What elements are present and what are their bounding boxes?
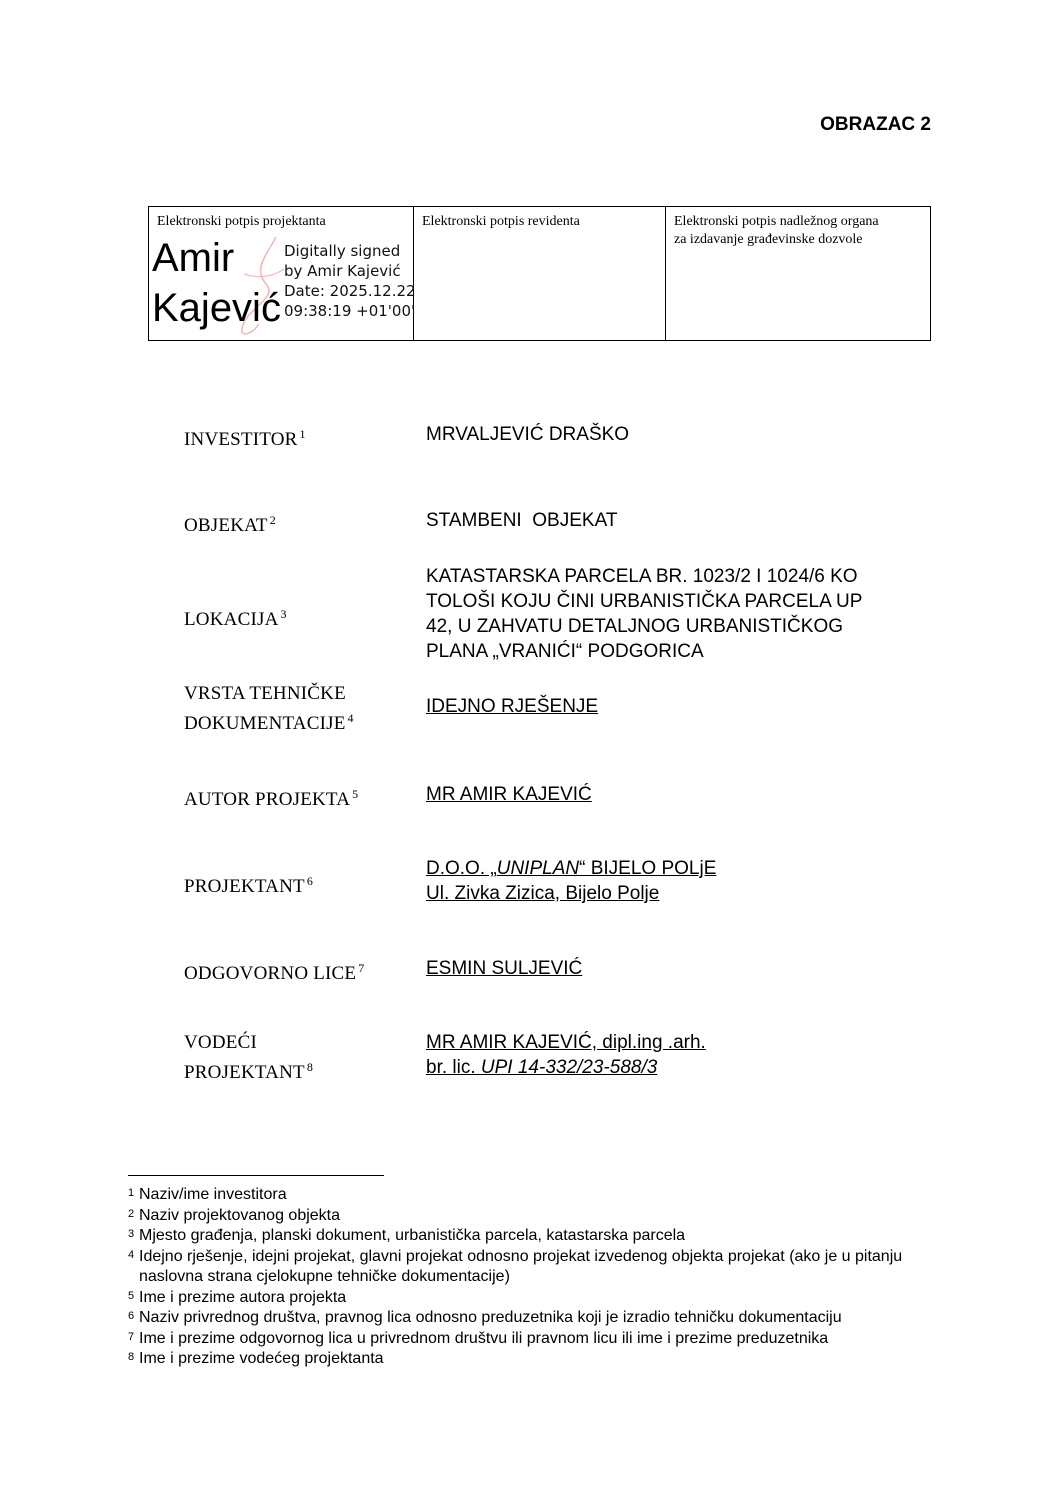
lead-designer-value (426, 1030, 706, 1080)
footnote-ref: 4 (347, 711, 354, 725)
footnote (128, 1226, 938, 1247)
footnote (128, 1206, 938, 1227)
footnote-text: Idejno rješenje, idejni projekat, glavni projekat odnosno projekat izvedenog objekta projekat (ako je u pitanju naslovna strana cjelokupne tehničke dokumentacije) (139, 1247, 903, 1285)
signer-name-line1: Amir (152, 236, 235, 280)
responsible-person-label-text: ODGOVORNO LICE (184, 963, 357, 984)
object-label (184, 508, 276, 538)
footnote-number: 1 (128, 1187, 135, 1199)
documentation-type-label-line2: DOKUMENTACIJE (184, 713, 346, 734)
footnote-number: 4 (128, 1248, 135, 1261)
footnote-number: 7 (128, 1330, 135, 1343)
footnote-ref: 2 (269, 513, 276, 527)
designer-signature-cell (149, 207, 414, 340)
signature-detail-line: by Amir Kajević (284, 262, 401, 280)
footnote-text: Naziv projektovanog objekta (139, 1206, 341, 1224)
footnote-text: Ime i prezime odgovornog lica u privrednom društvu ili pravnom licu ili ime i prezime preduzetnika (139, 1329, 829, 1347)
footnote-ref: 7 (358, 961, 365, 975)
signature-detail-line: Date: 2025.12.22 (284, 282, 416, 300)
designer-label (184, 869, 313, 899)
lead-designer-label-line2-wrap (184, 1055, 313, 1085)
reviewer-signature-header: Elektronski potpis revidenta (422, 214, 580, 229)
footnote-ref: 8 (306, 1060, 314, 1074)
footnote-text: Ime i prezime vodećeg projektanta (139, 1350, 384, 1367)
investor-label-text: INVESTITOR (184, 429, 298, 450)
documentation-type-value: IDEJNO RJEŠENJE (426, 696, 599, 717)
location-line: TOLOŠI KOJU ČINI URBANISTIČKA PARCELA UP (426, 591, 863, 612)
footnote-text: Naziv privrednog društva, pravnog lica odnosno preduzetnika koji je izradio tehničku dokumentaciju (139, 1309, 842, 1326)
location-value (426, 564, 862, 664)
author-label (184, 782, 358, 812)
footnote-number: 5 (128, 1289, 135, 1302)
location-label-text: LOKACIJA (184, 609, 279, 630)
documentation-type-label (184, 681, 354, 736)
authority-signature-header-line2: za izdavanje građevinske dozvole (674, 232, 863, 247)
documentation-type-label-line2-wrap (184, 706, 354, 736)
designer-address-line: Ul. Zivka Zizica, Bijelo Polje (426, 883, 660, 904)
designer-company-prefix: D.O.O. „ (426, 858, 497, 879)
footnote-text: Naziv/ime investitora (139, 1186, 287, 1203)
object-value: STAMBENI OBJEKAT (426, 510, 618, 531)
location-label (184, 602, 287, 632)
reviewer-signature-cell (414, 207, 666, 340)
designer-company-name: UNIPLAN (496, 858, 580, 879)
designer-signature-header: Elektronski potpis projektanta (157, 214, 326, 229)
footnote-ref: 3 (280, 607, 287, 621)
signature-details (284, 241, 416, 321)
footnote-ref: 1 (299, 427, 306, 441)
designer-company-line (426, 856, 716, 881)
footnotes (128, 1185, 938, 1370)
responsible-person-value: ESMIN SULJEVIĆ (426, 958, 583, 979)
signature-detail-line: Digitally signed (284, 242, 401, 260)
authority-signature-cell (666, 207, 930, 340)
footnote-text: Ime i prezime autora projekta (139, 1288, 347, 1306)
designer-company-suffix: “ BIJELO POLjE (579, 858, 717, 879)
signature-table (148, 206, 931, 341)
license-number: UPI 14-332/23-588/3 (480, 1057, 658, 1078)
footnote-number: 6 (128, 1310, 135, 1322)
footnote (128, 1308, 938, 1329)
signature-detail-line: 09:38:19 +01'00' (284, 302, 416, 320)
footnote (128, 1349, 938, 1370)
location-line: PLANA „VRANIĆI“ PODGORICA (426, 641, 704, 662)
footnote-number: 8 (128, 1351, 135, 1363)
license-prefix: br. lic. (426, 1057, 481, 1078)
signer-name-line2: Kajević (152, 286, 281, 330)
footnote-text: Mjesto građenja, planski dokument, urbanistička parcela, katastarska parcela (139, 1227, 686, 1244)
investor-value: MRVALJEVIĆ DRAŠKO (426, 424, 630, 445)
lead-designer-license-line (426, 1055, 706, 1080)
location-line: KATASTARSKA PARCELA BR. 1023/2 I 1024/6 KO (426, 566, 858, 587)
footnote-number: 2 (128, 1207, 135, 1220)
footnote (128, 1247, 938, 1288)
responsible-person-label (184, 956, 364, 986)
authority-signature-header-line1: Elektronski potpis nadležnog organa (674, 214, 879, 229)
location-line: 42, U ZAHVATU DETALJNOG URBANISTIČKOG (426, 616, 844, 637)
lead-designer-name-line: MR AMIR KAJEVIĆ, dipl.ing .arh. (426, 1032, 706, 1053)
footnote (128, 1288, 938, 1309)
author-value: MR AMIR KAJEVIĆ (426, 784, 592, 805)
footnote-ref: 5 (352, 787, 359, 801)
form-code: OBRAZAC 2 (820, 114, 931, 135)
designer-value (426, 856, 716, 906)
signer-name (152, 233, 281, 333)
documentation-type-label-line1: VRSTA TEHNIČKE (184, 683, 346, 704)
footnote-ref: 6 (306, 874, 314, 888)
author-label-text: AUTOR PROJEKTA (184, 789, 351, 810)
footnote-separator (128, 1175, 384, 1176)
object-label-text: OBJEKAT (184, 515, 268, 536)
lead-designer-label (184, 1030, 313, 1085)
lead-designer-label-line2: PROJEKTANT (184, 1062, 305, 1083)
investor-label (184, 422, 306, 452)
footnote-number: 3 (128, 1228, 135, 1240)
lead-designer-label-line1: VODEĆI (184, 1032, 257, 1053)
footnote (128, 1329, 938, 1350)
designer-label-text: PROJEKTANT (184, 876, 305, 897)
footnote (128, 1185, 938, 1206)
